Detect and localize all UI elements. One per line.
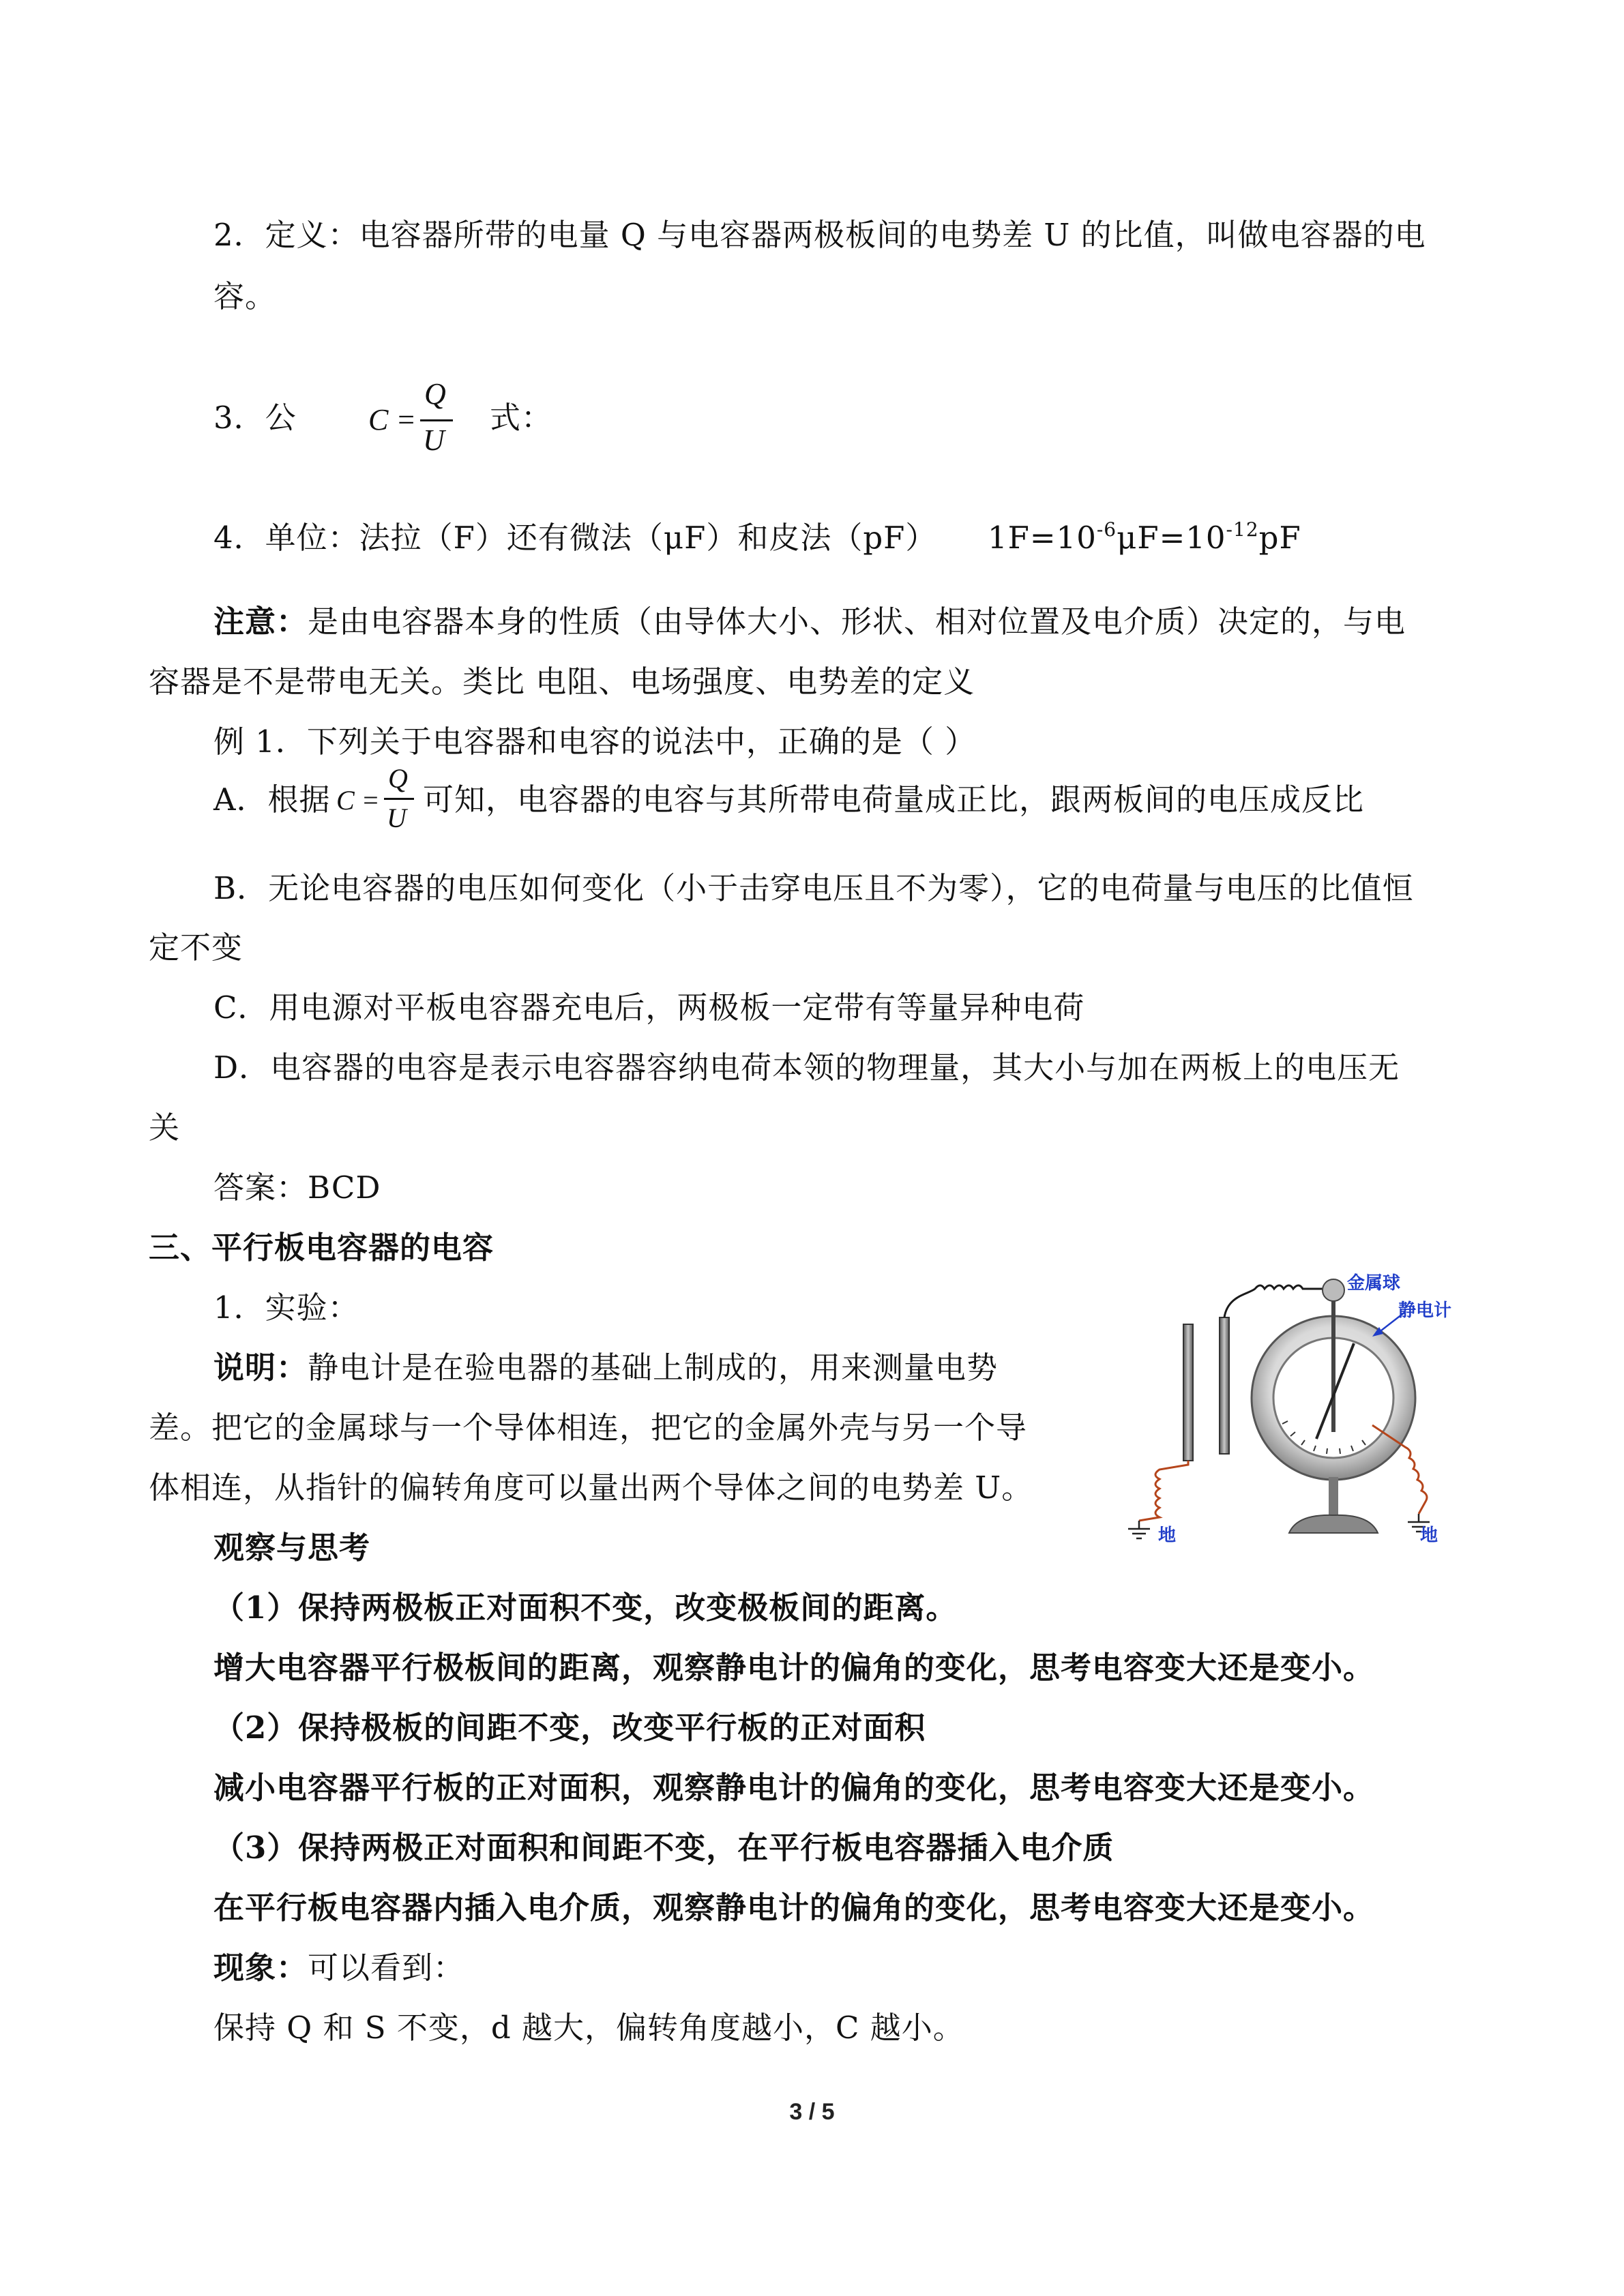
electrometer-figure <box>1119 1268 1480 1555</box>
definition-line-2: 容。 <box>213 278 277 314</box>
formula-numerator: Q <box>424 377 446 411</box>
note-line-1 <box>213 601 1406 642</box>
label-metal-ball: 金属球 <box>1347 1273 1401 1294</box>
section-3-heading: 三、平行板电容器的电容 <box>149 1229 494 1266</box>
example-1-question: 例 1．下列关于电容器和电容的说法中，正确的是（ ） <box>213 724 977 760</box>
unit-conv-a: 1F=10 <box>988 520 1097 556</box>
question-3-detail: 在平行板电容器内插入电介质，观察静电计的偏角的变化，思考电容变大还是变小。 <box>213 1890 1375 1926</box>
unit-conv-b: μF=10 <box>1117 520 1226 556</box>
metal-ball <box>1323 1279 1344 1301</box>
right-plate <box>1220 1317 1229 1454</box>
note-text-1: 是由电容器本身的性质（由导体大小、形状、相对位置及电介质）决定的，与电 <box>308 603 1406 640</box>
stand-pole <box>1329 1477 1338 1518</box>
unit-conversion <box>988 518 1301 558</box>
formula-label-start: 3．公 <box>213 400 297 436</box>
question-2: （2）保持极板的间距不变，改变平行板的正对面积 <box>213 1710 926 1746</box>
unit-conv-exp2: -12 <box>1226 518 1259 541</box>
label-ground-left: 地 <box>1158 1525 1177 1546</box>
formula-lhs: C = <box>368 403 417 436</box>
phenomenon-line <box>213 1948 464 1988</box>
note-label: 注意： <box>213 603 308 640</box>
stand-base <box>1289 1515 1378 1533</box>
question-1-detail: 增大电容器平行极板间的距离，观察静电计的偏角的变化，思考电容变大还是变小。 <box>213 1650 1375 1686</box>
option-a-text: 可知，电容器的电容与其所带电荷量成正比，跟两板间的电压成反比 <box>423 781 1365 818</box>
description-label: 说明： <box>213 1350 308 1386</box>
option-d-line-1: D．电容器的电容是表示电容器容纳电荷本领的物理量，其大小与加在两板上的电压无 <box>213 1049 1400 1086</box>
left-plate <box>1183 1324 1193 1461</box>
definition-line-1: 2．定义：电容器所带的电量 Q 与电容器两极板间的电势差 U 的比值，叫做电容器的电 <box>213 217 1426 253</box>
question-3: （3）保持两极正对面积和间距不变，在平行板电容器插入电介质 <box>213 1830 1114 1866</box>
formula-denominator: U <box>423 423 445 457</box>
phenomenon-text: 可以看到： <box>308 1950 465 1986</box>
option-a-formula-num: Q <box>388 763 408 794</box>
description-line-3: 体相连，从指针的偏转角度可以量出两个导体之间的电势差 U。 <box>149 1470 1033 1506</box>
experiment-label: 1．实验： <box>213 1289 359 1326</box>
formula-label-end: 式： <box>490 400 553 436</box>
option-a-formula-lhs: C = <box>336 785 380 816</box>
option-b-line-2: 定不变 <box>149 929 243 966</box>
note-line-2: 容器是不是带电无关。类比 电阻、电场强度、电势差的定义 <box>149 664 975 700</box>
option-c: C．用电源对平板电容器充电后，两极板一定带有等量异种电荷 <box>213 989 1085 1026</box>
result-1: 保持 Q 和 S 不变，d 越大，偏转角度越小，C 越小。 <box>213 2010 964 2046</box>
left-ground-wire <box>1139 1461 1188 1521</box>
option-a-formula <box>336 763 418 844</box>
page-number: 3 / 5 <box>789 2099 835 2125</box>
phenomenon-label: 现象： <box>213 1950 308 1986</box>
question-1: （1）保持两极板正对面积不变，改变极板间的距离。 <box>213 1590 958 1626</box>
option-a <box>213 779 331 820</box>
description-line-1 <box>213 1347 998 1388</box>
description-text-1: 静电计是在验电器的基础上制成的，用来测量电势 <box>308 1350 999 1386</box>
question-2-detail: 减小电容器平行板的正对面积，观察静电计的偏角的变化，思考电容变大还是变小。 <box>213 1770 1375 1806</box>
ball-wire <box>1224 1285 1323 1317</box>
label-electrometer: 静电计 <box>1398 1300 1452 1321</box>
unit-conv-c: pF <box>1258 520 1301 556</box>
left-ground-symbol <box>1128 1521 1150 1538</box>
description-line-2: 差。把它的金属球与一个导体相连，把它的金属外壳与另一个导 <box>149 1410 1028 1446</box>
answer: 答案：BCD <box>213 1169 381 1206</box>
option-b-line-1: B．无论电容器的电压如何变化（小于击穿电压且不为零），它的电荷量与电压的比值恒 <box>213 870 1414 906</box>
label-ground-right: 地 <box>1420 1525 1438 1546</box>
capacitance-formula <box>368 377 464 464</box>
option-a-formula-den: U <box>387 803 407 833</box>
unit-line: 4．单位：法拉（F）还有微法（μF）和皮法（pF） <box>213 520 937 556</box>
option-a-fraction-bar <box>384 798 414 800</box>
option-a-prefix: A．根据 <box>213 781 331 818</box>
unit-conv-exp1: -6 <box>1096 518 1117 541</box>
fraction-bar <box>420 419 453 421</box>
observe-heading: 观察与思考 <box>213 1530 371 1566</box>
option-d-line-2: 关 <box>149 1109 181 1146</box>
